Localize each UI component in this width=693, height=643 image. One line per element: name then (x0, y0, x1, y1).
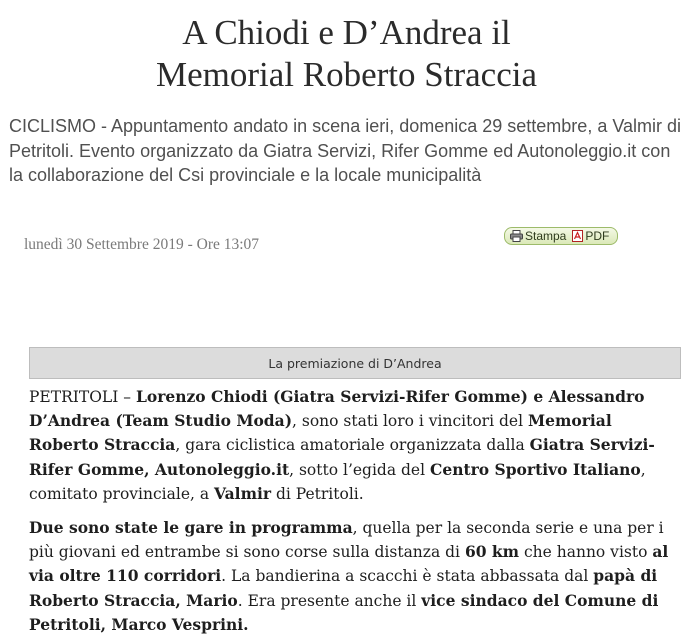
article-body (29, 385, 669, 643)
print-button[interactable] (510, 229, 566, 243)
bold-run: Centro Sportivo Italiano (430, 459, 641, 479)
bold-run: Valmir (214, 483, 272, 503)
body-paragraph-1 (29, 385, 669, 506)
text-run: , sotto l’egida del (289, 460, 430, 479)
pdf-icon (572, 230, 585, 242)
bold-run: 60 km (464, 542, 520, 562)
text-run: PETRITOLI – (29, 388, 136, 406)
pdf-label: PDF (585, 229, 610, 243)
article-summary (9, 114, 689, 188)
article-title-line-2: Memorial Roberto Straccia (156, 55, 537, 94)
text-run: , gara ciclistica amatoriale organizzata dalla (175, 436, 530, 455)
summary-text: Appuntamento andato in scena ieri, domenica 29 settembre, a Valmir di Petritoli. Evento organizzato da Giatra Servizi, Rifer Gomme ed Autonoleggio.it con la collaborazione del Csi provinciale e la locale municipalità (9, 116, 682, 185)
pdf-button[interactable] (572, 229, 609, 243)
bold-run: Lorenzo Chiodi (Giatra Servizi-Rifer Gomme) e Alessandro D’Andrea (Team Studio Moda) (29, 387, 645, 431)
text-run: . Era presente anche il (237, 591, 422, 610)
bold-run: Memorial Roberto Straccia (29, 411, 612, 455)
printer-icon (510, 230, 525, 242)
article-title (0, 12, 693, 96)
text-run: , sono stati loro i vincitori del (292, 412, 528, 431)
photo-caption (29, 347, 681, 379)
print-label: Stampa (525, 229, 567, 243)
body-paragraph-2 (29, 516, 669, 637)
bold-run: vice sindaco del Comune di Petritoli, Marco Vesprini. (29, 590, 659, 634)
text-run: di Petritoli. (271, 484, 364, 503)
bold-run: papà di Roberto Straccia, Mario (29, 566, 658, 610)
article-dateline: lunedì 30 Settembre 2019 - Ore 13:07 (24, 236, 260, 253)
bold-run: Due sono state le gare in programma (29, 518, 353, 538)
article-title-line-1: A Chiodi e D’Andrea il (182, 13, 511, 52)
text-run: . La bandierina a scacchi è stata abbassata dal (221, 567, 594, 586)
text-run: , quella per la seconda serie e una per i più giovani ed entrambe si sono corse sulla distanza di (29, 519, 664, 562)
text-run: che hanno visto (519, 543, 653, 562)
text-run: , comitato provinciale, a (29, 460, 646, 503)
print-pdf-toolbar (504, 227, 618, 245)
photo-caption-text: La premiazione di D’Andrea (268, 355, 442, 371)
summary-kicker: CICLISMO - (9, 116, 112, 136)
bold-run: Giatra Servizi-Rifer Gomme, Autonoleggio.it (29, 435, 655, 479)
bold-run: al via oltre 110 corridori (29, 542, 669, 586)
